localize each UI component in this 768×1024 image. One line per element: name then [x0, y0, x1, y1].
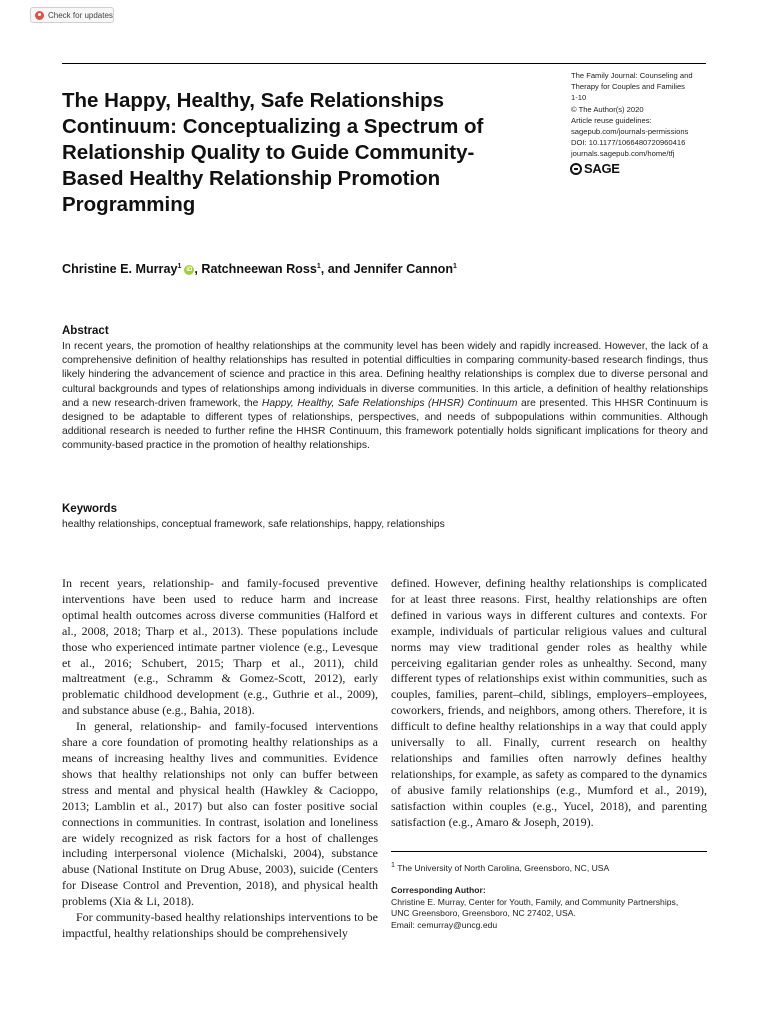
check-for-updates-badge[interactable]: [30, 7, 114, 23]
corresponding-email[interactable]: Email: cemurray@uncg.edu: [391, 919, 498, 930]
author-name: , Ratchneewan Ross: [194, 262, 317, 276]
abstract-heading: Abstract: [62, 325, 109, 337]
corresponding-line: UNC Greensboro, Greensboro, NC 27402, USA.: [391, 908, 576, 918]
abstract-text-part: are presented. This HHSR Continuum is designed to be adaptable to different types of relationships, perspectives, and needs of subpopulations within communities. Although additional research is needed to further refine the HHSR Continuum, this framework potentially holds significant implications for theory and community-based practice in the promotion of healthy relationships.: [62, 397, 708, 452]
journal-line: Therapy for Couples and Families: [571, 82, 685, 92]
footnote-text: The University of North Carolina, Greensboro, NC, USA: [394, 862, 610, 873]
footnote-rule: [391, 851, 707, 852]
author-name: , and Jennifer Cannon: [320, 262, 454, 276]
permissions-link[interactable]: sagepub.com/journals-permissions: [571, 127, 689, 137]
corresponding-line: Christine E. Murray, Center for Youth, Family, and Community Partnerships,: [391, 896, 679, 907]
check-updates-icon: [35, 11, 44, 20]
keywords-text: healthy relationships, conceptual framework, safe relationships, happy, relationships: [62, 519, 445, 530]
journal-line: 1-10: [571, 93, 587, 103]
journal-home-link[interactable]: journals.sagepub.com/home/tfj: [571, 149, 675, 159]
header-rule: [62, 63, 706, 64]
body-column-left: [62, 576, 378, 942]
keywords-heading: Keywords: [62, 503, 117, 515]
body-paragraph: In recent years, relationship- and family-focused preventive interventions have been used to reduce harm and increase optimal health outcomes across diverse communities (Halford et al., 2008, 2018; Tharp et al., 2013). These populations include those who experienced intimate partner violence (e.g., Levesque et al., 2016; Schubert, 2015; Tharp et al., 2011), child maltreatment (e.g., Schramm & Gomez-Scott, 2012), early problematic childhood development (e.g., Guthrie et al., 2009), and substance abuse (e.g., Bahia, 2018).: [62, 576, 378, 718]
publisher-name: SAGE: [584, 161, 620, 176]
affiliation-marker: 1: [453, 262, 457, 270]
corresponding-author: [391, 885, 721, 931]
journal-line: Article reuse guidelines:: [571, 115, 652, 125]
orcid-icon[interactable]: iD: [186, 266, 193, 273]
doi-link[interactable]: DOI: 10.1177/1066480720960416: [571, 138, 686, 148]
body-paragraph: For community-based healthy relationships interventions to be impactful, healthy relationships should be comprehensively: [62, 910, 378, 940]
abstract-text-part: In recent years, the promotion of healthy relationships at the community level has been widely and rapidly increased. However, the lack of a comprehensive definition of healthy relationships has resulted in potential difficulties in comparing community-based research findings, thus likely hindering the advancement of science and practice in this area. Defining healthy relationships is complex due to diverse personal and cultural backgrounds and types of relationships among individuals in diverse communities. In this article, a definition of healthy relationships and a new research-driven framework, the: [62, 341, 708, 409]
author-name: Christine E. Murray: [62, 262, 178, 276]
affiliation-marker: 1: [177, 262, 182, 270]
corresponding-label: Corresponding Author:: [391, 885, 486, 895]
journal-line: The Family Journal: Counseling and: [571, 71, 693, 80]
sage-logo: [570, 161, 620, 176]
footnote-marker: 1: [391, 861, 395, 869]
author-list: [62, 262, 702, 276]
journal-info: [571, 70, 721, 160]
sage-logo-icon: [570, 163, 582, 175]
check-for-updates-label: Check for updates: [48, 10, 113, 20]
body-paragraph: In general, relationship- and family-focused interventions share a core foundation of promoting healthy relationships as a means of increasing healthy lives and communities. Evidence shows that healthy relationships not only can buffer between stress and mental and physical health (Hawkley & Cacioppo, 2013; Lamblin et al., 2017) but also can foster positive social connections in communities. In contrast, isolation and loneliness are widely recognized as risk factors for a host of challenges including interpersonal violence (Michalski, 2004), substance abuse (National Institute on Drug Abuse, 2003), suicide (Centers for Disease Control and Prevention, 2018), and physical health problems (Xia & Li, 2018).: [62, 719, 378, 909]
body-paragraph: defined. However, defining healthy relationships is complicated for at least three reasons. First, healthy relationships are often defined in various ways in different cultures and contexts. For example, individuals of particular religious values and cultural norms may view traditional gender roles as healthy while perceiving egalitarian gender roles as unhealthy. Second, many different types of relationships exist within communities, such as couples, families, parent–child, siblings, employers–employees, coworkers, friends, and neighbors, among others. Therefore, it is difficult to define healthy relationships in a way that could apply universally to all. Finally, current research on healthy relationships and families often narrowly defines healthy relationships, for example, as safety as compared to the dynamics of abusive family relationships (e.g., Mumford et al., 2019), satisfaction within couples (e.g., Yucel, 2018), and parenting satisfaction (e.g., Amaro & Joseph, 2019).: [391, 576, 707, 829]
abstract-text: [62, 340, 708, 454]
journal-line: © The Author(s) 2020: [571, 104, 644, 114]
affiliation-footnote: [391, 860, 711, 874]
affiliation-marker: 1: [316, 262, 321, 270]
abstract-emphasis: Happy, Healthy, Safe Relationships (HHSR) Continuum: [261, 397, 518, 409]
body-column-right: [391, 576, 707, 831]
article-title: The Happy, Healthy, Safe Relationships Continuum: Conceptualizing a Spectrum of Relationship Quality to Guide Community-Based Healthy Relationship Promotion Programming: [62, 89, 484, 216]
